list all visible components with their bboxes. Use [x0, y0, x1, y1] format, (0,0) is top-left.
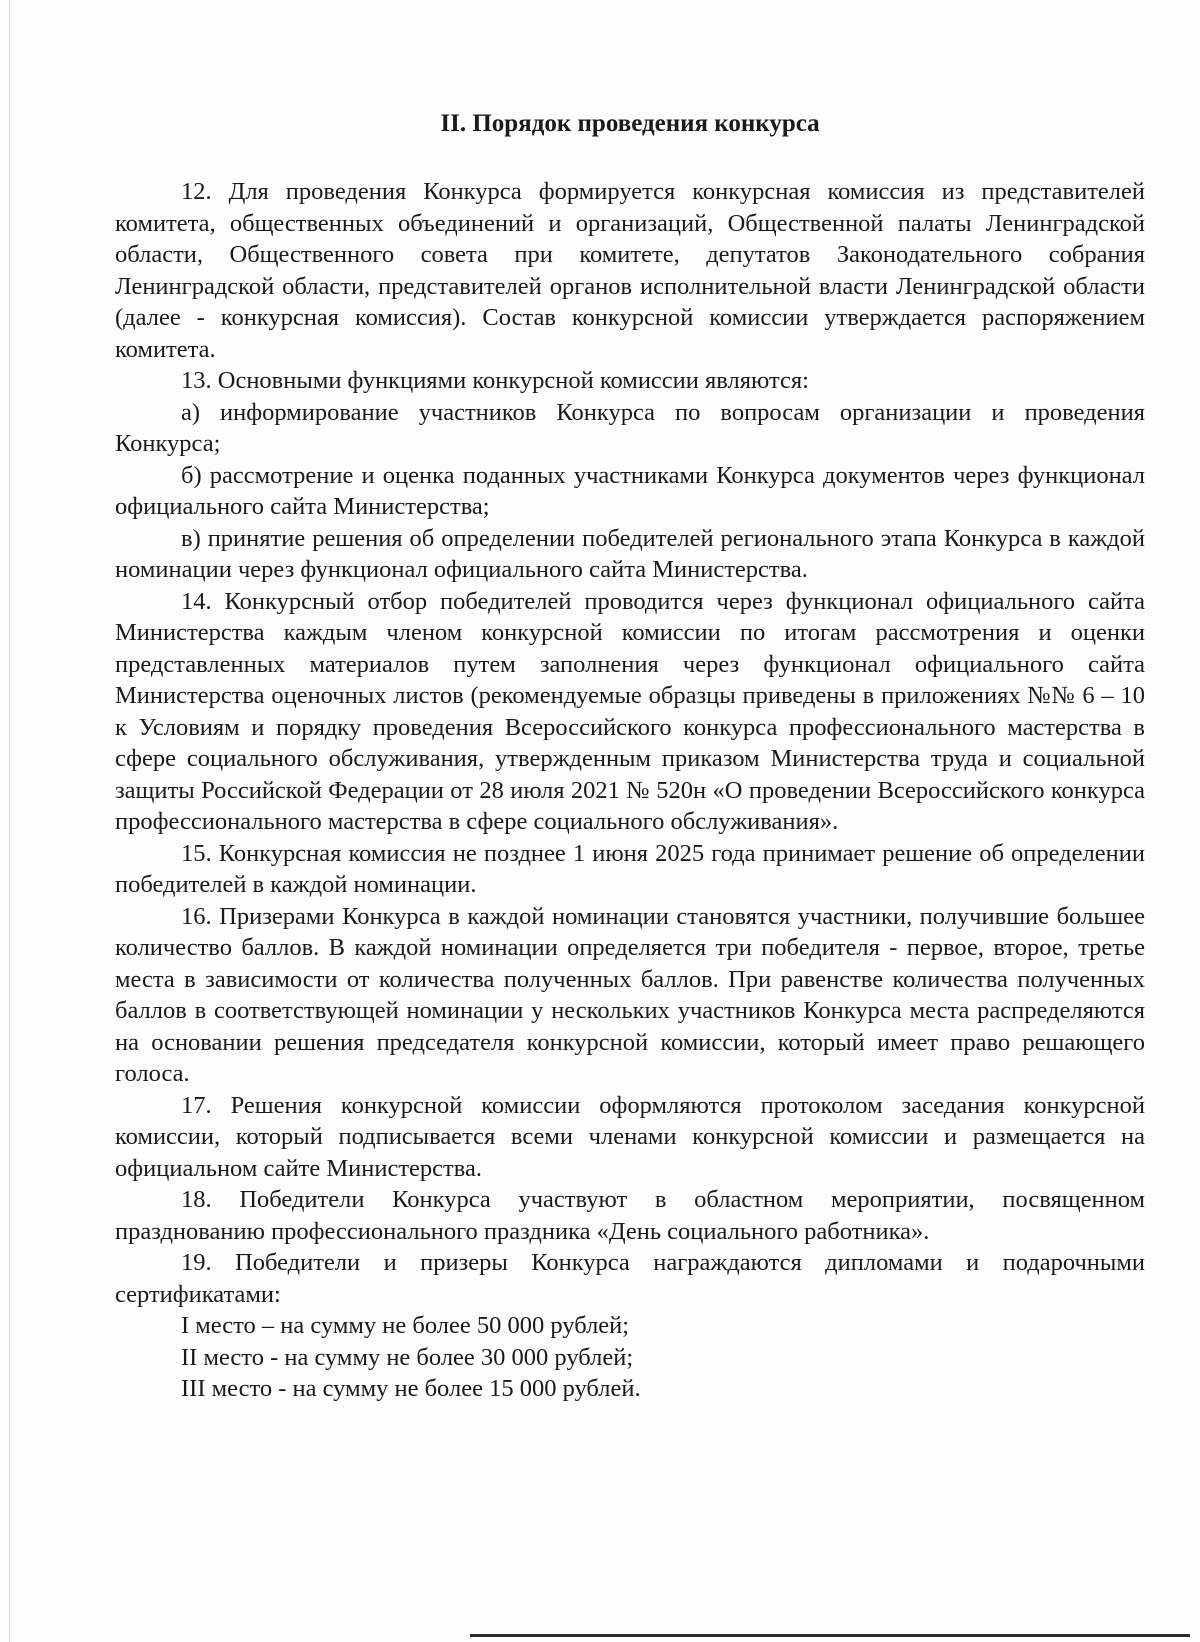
paragraph-13: 13. Основными функциями конкурсной комиссии являются:: [181, 367, 809, 394]
scan-edge-bottom: [470, 1634, 1190, 1637]
paragraph-15: 15. Конкурсная комиссия не позднее 1 июня 2025 года принимает решение об определении победителей в каждой номинации.: [115, 839, 1145, 898]
paragraph-14: 14. Конкурсный отбор победителей проводится через функционал официального сайта Министерства каждым членом конкурсной комиссии по итогам рассмотрения и оценки представленных материалов путем заполнения через функционал официального сайта Министерства оценочных листов (рекомендуемые образцы приведены в приложениях №№ 6 – 10 к Условиям и порядку проведения Всероссийского конкурса профессионального мастерства в сфере социального обслуживания, утвержденным приказом Министерства труда и социальной защиты Российской Федерации от 28 июля 2021 № 520н «О проведении Всероссийского конкурса профессионального мастерства в сфере социального обслуживания».: [115, 587, 1145, 835]
document-body: [115, 108, 1145, 1405]
paragraph-13-b: б) рассмотрение и оценка поданных участниками Конкурса документов через функционал официального сайта Министерства;: [115, 461, 1145, 520]
prize-first-place: I место – на сумму не более 50 000 рублей;: [181, 1312, 630, 1339]
paragraph-17: 17. Решения конкурсной комиссии оформляются протоколом заседания конкурсной комиссии, который подписывается всеми членами конкурсной комиссии и размещается на официальном сайте Министерства.: [115, 1091, 1145, 1182]
scan-edge-left: [9, 0, 10, 1642]
paragraph-13-v: в) принятие решения об определении победителей регионального этапа Конкурса в каждой номинации через функционал официального сайта Министерства.: [115, 524, 1145, 583]
section-title: II. Порядок проведения конкурса: [440, 110, 820, 137]
paragraph-16: 16. Призерами Конкурса в каждой номинации становятся участники, получившие большее количество баллов. В каждой номинации определяется три победителя - первое, второе, третье места в зависимости от количества полученных баллов. При равенстве количества полученных баллов в соответствующей номинации у нескольких участников Конкурса места распределяются на основании решения председателя конкурсной комиссии, который имеет право решающего голоса.: [115, 902, 1145, 1087]
prize-third-place: III место - на сумму не более 15 000 рублей.: [181, 1375, 641, 1402]
paragraph-12: 12. Для проведения Конкурса формируется конкурсная комиссия из представителей комитета, общественных объединений и организаций, Общественной палаты Ленинградской области, Общественного совета при комитете, депутатов Законодательного собрания Ленинградской области, представителей органов исполнительной власти Ленинградской области (далее - конкурсная комиссия). Состав конкурсной комиссии утверждается распоряжением комитета.: [115, 178, 1145, 363]
prize-second-place: II место - на сумму не более 30 000 рублей;: [181, 1343, 634, 1371]
paragraph-19: 19. Победители и призеры Конкурса награждаются дипломами и подарочными сертификатами:: [115, 1249, 1145, 1308]
paragraph-18: 18. Победители Конкурса участвуют в областном мероприятии, посвященном празднованию профессионального праздника «День социального работника».: [115, 1186, 1145, 1245]
paragraph-13-a: а) информирование участников Конкурса по вопросам организации и проведения Конкурса;: [115, 398, 1145, 457]
